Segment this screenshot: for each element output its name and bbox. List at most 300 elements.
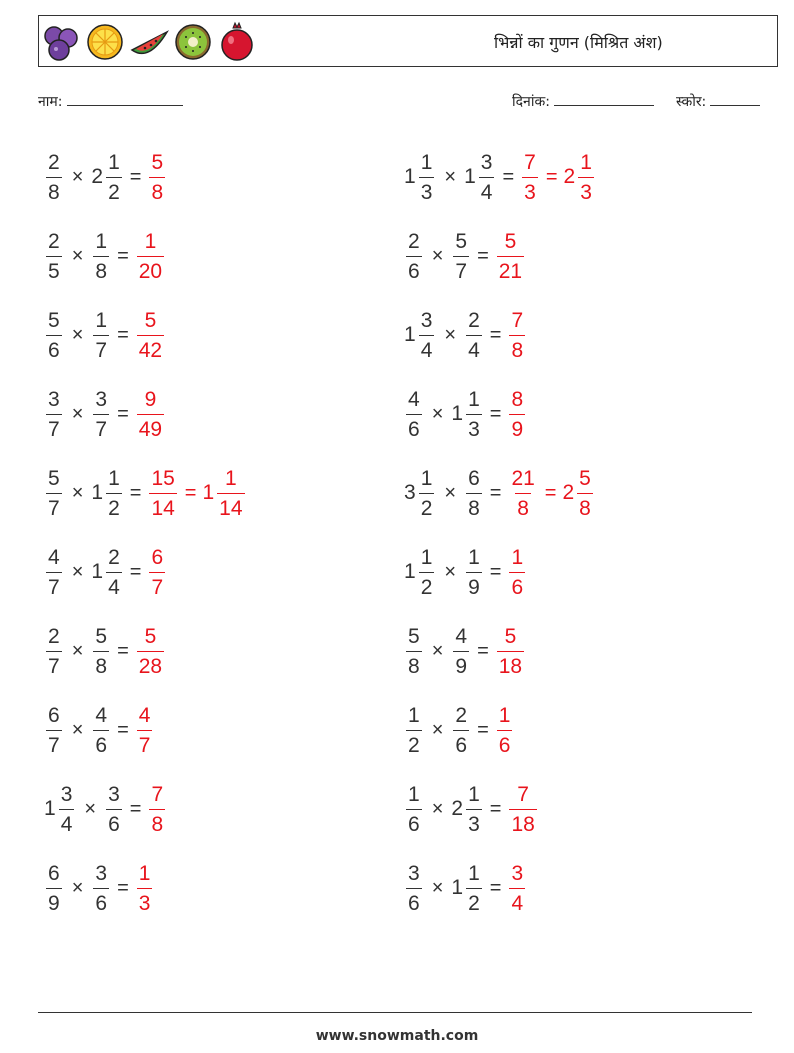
answer-fraction: [135, 705, 155, 756]
answer: [135, 626, 166, 677]
denominator: 14: [217, 493, 244, 519]
answer: [495, 705, 515, 756]
answer: [507, 547, 527, 598]
numerator: 8: [511, 387, 524, 411]
fraction: [93, 231, 109, 282]
numerator: 4: [138, 703, 151, 727]
second-factor: [451, 626, 471, 677]
equals-sign: =: [129, 797, 142, 820]
denominator: 8: [466, 493, 482, 519]
denominator: 14: [149, 493, 176, 519]
second-factor: [91, 547, 123, 598]
numerator: 1: [420, 545, 433, 569]
first-factor: [404, 152, 436, 203]
problem-5: [44, 296, 166, 374]
numerator: 7: [524, 150, 536, 174]
denominator: 4: [59, 809, 75, 835]
fraction: [466, 863, 482, 914]
equals-sign: =: [489, 481, 502, 504]
numerator: 5: [408, 624, 420, 648]
numerator: 2: [455, 703, 468, 727]
answer: [507, 389, 527, 440]
numerator: 2: [108, 545, 120, 569]
problem-17: [44, 770, 167, 848]
denominator: 7: [46, 730, 62, 756]
numerator: 3: [95, 387, 108, 411]
equals-sign: =: [489, 323, 502, 346]
date-label: दिनांक:: [512, 94, 550, 110]
whole-number: 1: [202, 481, 215, 504]
denominator: 3: [466, 809, 482, 835]
denominator: 8: [149, 809, 165, 835]
denominator: 2: [106, 177, 122, 203]
numerator: 1: [420, 466, 433, 490]
times-sign: ×: [71, 876, 84, 899]
answer: [520, 152, 596, 203]
answer-fraction: [507, 547, 527, 598]
denominator: 9: [453, 651, 469, 677]
answer-mixed-number: [202, 468, 246, 519]
fraction: [46, 547, 62, 598]
numerator: 4: [95, 703, 108, 727]
numerator: 1: [498, 703, 511, 727]
fraction: [137, 389, 164, 440]
answer-fraction: [507, 784, 538, 835]
numerator: 3: [511, 861, 524, 885]
answer-fraction: [147, 784, 167, 835]
fraction: [406, 626, 422, 677]
answer: [147, 547, 167, 598]
answer-fraction: [507, 863, 527, 914]
denominator: 18: [509, 809, 536, 835]
numerator: 7: [517, 782, 529, 806]
whole-number: 1: [404, 323, 416, 346]
second-factor: [464, 152, 496, 203]
numerator: 3: [48, 387, 60, 411]
second-factor: [451, 231, 471, 282]
answer-fraction: [135, 231, 166, 282]
fraction: [419, 310, 435, 361]
answer-fraction: [135, 626, 166, 677]
numerator: 1: [468, 387, 480, 411]
numerator: 1: [408, 782, 420, 806]
answer-fraction: [147, 152, 167, 203]
problem-3: [44, 217, 166, 295]
numerator: 5: [95, 624, 108, 648]
denominator: 9: [466, 572, 482, 598]
fraction: [509, 863, 525, 914]
times-sign: ×: [431, 718, 444, 741]
denominator: 8: [93, 256, 109, 282]
denominator: 3: [137, 888, 153, 914]
fraction: [453, 231, 469, 282]
numerator: 1: [408, 703, 420, 727]
denominator: 5: [46, 256, 62, 282]
numerator: 2: [408, 229, 420, 253]
denominator: 7: [453, 256, 469, 282]
times-sign: ×: [71, 323, 84, 346]
pomegranate-icon: [217, 20, 257, 64]
name-label: नाम:: [38, 94, 63, 110]
fraction: [466, 468, 482, 519]
times-sign: ×: [71, 639, 84, 662]
fraction: [149, 152, 165, 203]
fraction: [93, 389, 109, 440]
fraction: [406, 705, 422, 756]
first-factor: [44, 310, 64, 361]
numerator: 6: [151, 545, 164, 569]
fraction: [453, 626, 469, 677]
fraction: [137, 863, 153, 914]
fraction: [419, 547, 435, 598]
numerator: 5: [48, 308, 60, 332]
orange-icon: [85, 20, 125, 64]
denominator: 21: [497, 256, 524, 282]
answer-equals-sign: =: [184, 481, 197, 504]
answer: [147, 152, 167, 203]
whole-number: 3: [404, 481, 416, 504]
numerator: 3: [108, 782, 120, 806]
fraction: [509, 468, 536, 519]
fraction: [497, 626, 524, 677]
numerator: 2: [468, 308, 480, 332]
fraction: [466, 310, 482, 361]
numerator: 2: [48, 624, 60, 648]
denominator: 6: [46, 335, 62, 361]
denominator: 18: [497, 651, 524, 677]
first-factor: [404, 626, 424, 677]
fraction: [466, 784, 482, 835]
problem-12: [404, 533, 527, 611]
numerator: 2: [48, 150, 60, 174]
fraction: [406, 231, 422, 282]
whole-number: 2: [562, 481, 575, 504]
second-factor: [451, 389, 483, 440]
first-factor: [404, 468, 436, 519]
denominator: 20: [137, 256, 164, 282]
times-sign: ×: [71, 560, 84, 583]
denominator: 7: [46, 572, 62, 598]
times-sign: ×: [444, 560, 457, 583]
first-factor: [404, 705, 424, 756]
problem-7: [44, 375, 166, 453]
denominator: 3: [466, 414, 482, 440]
first-factor: [44, 784, 76, 835]
denominator: 7: [46, 414, 62, 440]
worksheet-title: भिन्नों का गुणन (मिश्रित अंश): [494, 33, 663, 52]
worksheet-header: [38, 15, 778, 67]
times-sign: ×: [431, 639, 444, 662]
numerator: 3: [95, 861, 108, 885]
footer-divider: [38, 1012, 752, 1013]
second-factor: [91, 626, 111, 677]
numerator: 1: [511, 545, 524, 569]
times-sign: ×: [444, 481, 457, 504]
second-factor: [464, 547, 484, 598]
answer-mixed-number: [562, 468, 594, 519]
answer-fraction: [495, 231, 526, 282]
denominator: 7: [93, 335, 109, 361]
times-sign: ×: [431, 402, 444, 425]
fraction: [217, 468, 244, 519]
numerator: 5: [151, 150, 164, 174]
answer: [507, 310, 527, 361]
answer: [135, 389, 166, 440]
answer: [507, 468, 594, 519]
numerator: 5: [144, 308, 157, 332]
second-factor: [91, 152, 123, 203]
first-factor: [44, 626, 64, 677]
times-sign: ×: [431, 876, 444, 899]
second-factor: [464, 310, 484, 361]
problem-14: [404, 612, 526, 690]
first-factor: [404, 310, 436, 361]
problem-15: [44, 691, 154, 769]
numerator: 21: [511, 466, 535, 490]
problem-18: [404, 770, 539, 848]
fraction: [137, 231, 164, 282]
first-factor: [404, 784, 424, 835]
denominator: 9: [509, 414, 525, 440]
answer: [135, 863, 155, 914]
fraction: [419, 468, 435, 519]
answer-fraction: [520, 152, 540, 203]
first-factor: [44, 468, 64, 519]
numerator: 5: [504, 624, 517, 648]
times-sign: ×: [71, 481, 84, 504]
times-sign: ×: [444, 323, 457, 346]
numerator: 3: [408, 861, 420, 885]
equals-sign: =: [117, 718, 129, 741]
numerator: 1: [108, 466, 120, 490]
fraction: [46, 389, 62, 440]
equals-sign: =: [129, 481, 142, 504]
fraction: [137, 310, 164, 361]
fraction: [46, 705, 62, 756]
problem-20: [404, 849, 527, 927]
equals-sign: =: [477, 718, 489, 741]
denominator: 6: [93, 888, 109, 914]
fraction: [93, 310, 109, 361]
numerator: 1: [95, 308, 108, 332]
footer-url: www.snowmath.com: [315, 1028, 479, 1044]
problem-4: [404, 217, 526, 295]
second-factor: [91, 310, 111, 361]
fraction: [59, 784, 75, 835]
fraction: [106, 152, 122, 203]
denominator: 2: [419, 493, 435, 519]
answer-fraction: [495, 705, 515, 756]
answer-fraction: [495, 626, 526, 677]
whole-number: 1: [404, 560, 416, 583]
fraction: [46, 310, 62, 361]
times-sign: ×: [444, 165, 457, 188]
second-factor: [451, 784, 483, 835]
numerator: 5: [504, 229, 517, 253]
answer-fraction: [135, 863, 155, 914]
equals-sign: =: [502, 165, 515, 188]
denominator: 4: [466, 335, 482, 361]
answer: [495, 626, 526, 677]
fraction: [406, 863, 422, 914]
denominator: 7: [149, 572, 165, 598]
score-label: स्कोर:: [676, 94, 707, 110]
problem-2: [404, 138, 596, 216]
fraction: [106, 784, 122, 835]
numerator: 1: [225, 466, 237, 490]
whole-number: 1: [91, 481, 104, 504]
whole-number: 1: [91, 560, 104, 583]
answer: [135, 231, 166, 282]
fraction: [497, 705, 513, 756]
name-blank: [67, 104, 183, 106]
fraction: [93, 626, 109, 677]
numerator: 6: [48, 861, 60, 885]
equals-sign: =: [489, 797, 502, 820]
first-factor: [44, 705, 64, 756]
whole-number: 1: [451, 402, 464, 425]
answer-equals-sign: =: [544, 481, 557, 504]
fraction: [46, 626, 62, 677]
denominator: 7: [46, 493, 62, 519]
fraction: [149, 468, 176, 519]
problem-6: [404, 296, 527, 374]
denominator: 8: [509, 335, 525, 361]
problem-9: [44, 454, 247, 532]
numerator: 3: [60, 782, 73, 806]
denominator: 7: [137, 730, 153, 756]
whole-number: 2: [91, 165, 104, 188]
equals-sign: =: [117, 876, 129, 899]
times-sign: ×: [84, 797, 97, 820]
denominator: 7: [93, 414, 109, 440]
name-field: [38, 92, 183, 111]
fraction: [509, 389, 525, 440]
times-sign: ×: [71, 402, 84, 425]
denominator: 8: [93, 651, 109, 677]
numerator: 1: [138, 861, 151, 885]
fraction: [46, 231, 62, 282]
denominator: 2: [106, 493, 122, 519]
denominator: 8: [149, 177, 165, 203]
fraction: [137, 626, 164, 677]
fraction: [93, 863, 109, 914]
numerator: 4: [455, 624, 468, 648]
whole-number: 1: [44, 797, 56, 820]
numerator: 5: [144, 624, 157, 648]
numerator: 3: [480, 150, 493, 174]
fraction: [466, 389, 482, 440]
first-factor: [404, 863, 424, 914]
numerator: 1: [468, 861, 480, 885]
problem-10: [404, 454, 595, 532]
denominator: 6: [106, 809, 122, 835]
denominator: 2: [406, 730, 422, 756]
numerator: 4: [408, 387, 420, 411]
fraction: [479, 152, 495, 203]
answer-fraction: [135, 310, 166, 361]
denominator: 3: [522, 177, 538, 203]
equals-sign: =: [489, 402, 502, 425]
numerator: 9: [144, 387, 157, 411]
denominator: 42: [137, 335, 164, 361]
problem-8: [404, 375, 527, 453]
answer-fraction: [147, 547, 167, 598]
denominator: 6: [453, 730, 469, 756]
equals-sign: =: [117, 244, 129, 267]
numerator: 5: [579, 466, 591, 490]
equals-sign: =: [129, 560, 142, 583]
answer: [507, 784, 538, 835]
numerator: 1: [420, 150, 433, 174]
denominator: 3: [419, 177, 435, 203]
fraction: [453, 705, 469, 756]
denominator: 28: [137, 651, 164, 677]
denominator: 2: [466, 888, 482, 914]
answer-mixed-number: [564, 152, 596, 203]
equals-sign: =: [489, 876, 502, 899]
denominator: 3: [578, 177, 594, 203]
numerator: 1: [468, 545, 480, 569]
times-sign: ×: [431, 244, 444, 267]
first-factor: [44, 231, 64, 282]
answer: [147, 468, 246, 519]
numerator: 3: [420, 308, 433, 332]
fraction: [419, 152, 435, 203]
whole-number: 1: [451, 876, 464, 899]
second-factor: [91, 468, 123, 519]
second-factor: [451, 863, 483, 914]
fraction: [149, 547, 165, 598]
equals-sign: =: [117, 323, 129, 346]
denominator: 4: [419, 335, 435, 361]
denominator: 9: [46, 888, 62, 914]
times-sign: ×: [71, 165, 84, 188]
equals-sign: =: [477, 639, 489, 662]
fraction: [137, 705, 153, 756]
second-factor: [91, 389, 111, 440]
second-factor: [91, 231, 111, 282]
numerator: 7: [151, 782, 164, 806]
fraction: [93, 705, 109, 756]
answer-fraction: [135, 389, 166, 440]
times-sign: ×: [71, 244, 84, 267]
first-factor: [404, 547, 436, 598]
answer: [495, 231, 526, 282]
denominator: 6: [509, 572, 525, 598]
problem-16: [404, 691, 514, 769]
denominator: 6: [497, 730, 513, 756]
fraction: [509, 547, 525, 598]
equals-sign: =: [489, 560, 502, 583]
answer-fraction: [507, 310, 527, 361]
fraction: [406, 784, 422, 835]
numerator: 6: [48, 703, 60, 727]
numerator: 5: [48, 466, 60, 490]
numerator: 15: [151, 466, 175, 490]
fruit-icons-row: [41, 20, 257, 64]
answer-fraction: [147, 468, 178, 519]
fraction: [106, 547, 122, 598]
fraction: [509, 784, 536, 835]
denominator: 7: [46, 651, 62, 677]
kiwi-icon: [173, 20, 213, 64]
denominator: 6: [406, 414, 422, 440]
numerator: 6: [468, 466, 480, 490]
fraction: [577, 468, 593, 519]
first-factor: [44, 152, 64, 203]
numerator: 1: [144, 229, 157, 253]
